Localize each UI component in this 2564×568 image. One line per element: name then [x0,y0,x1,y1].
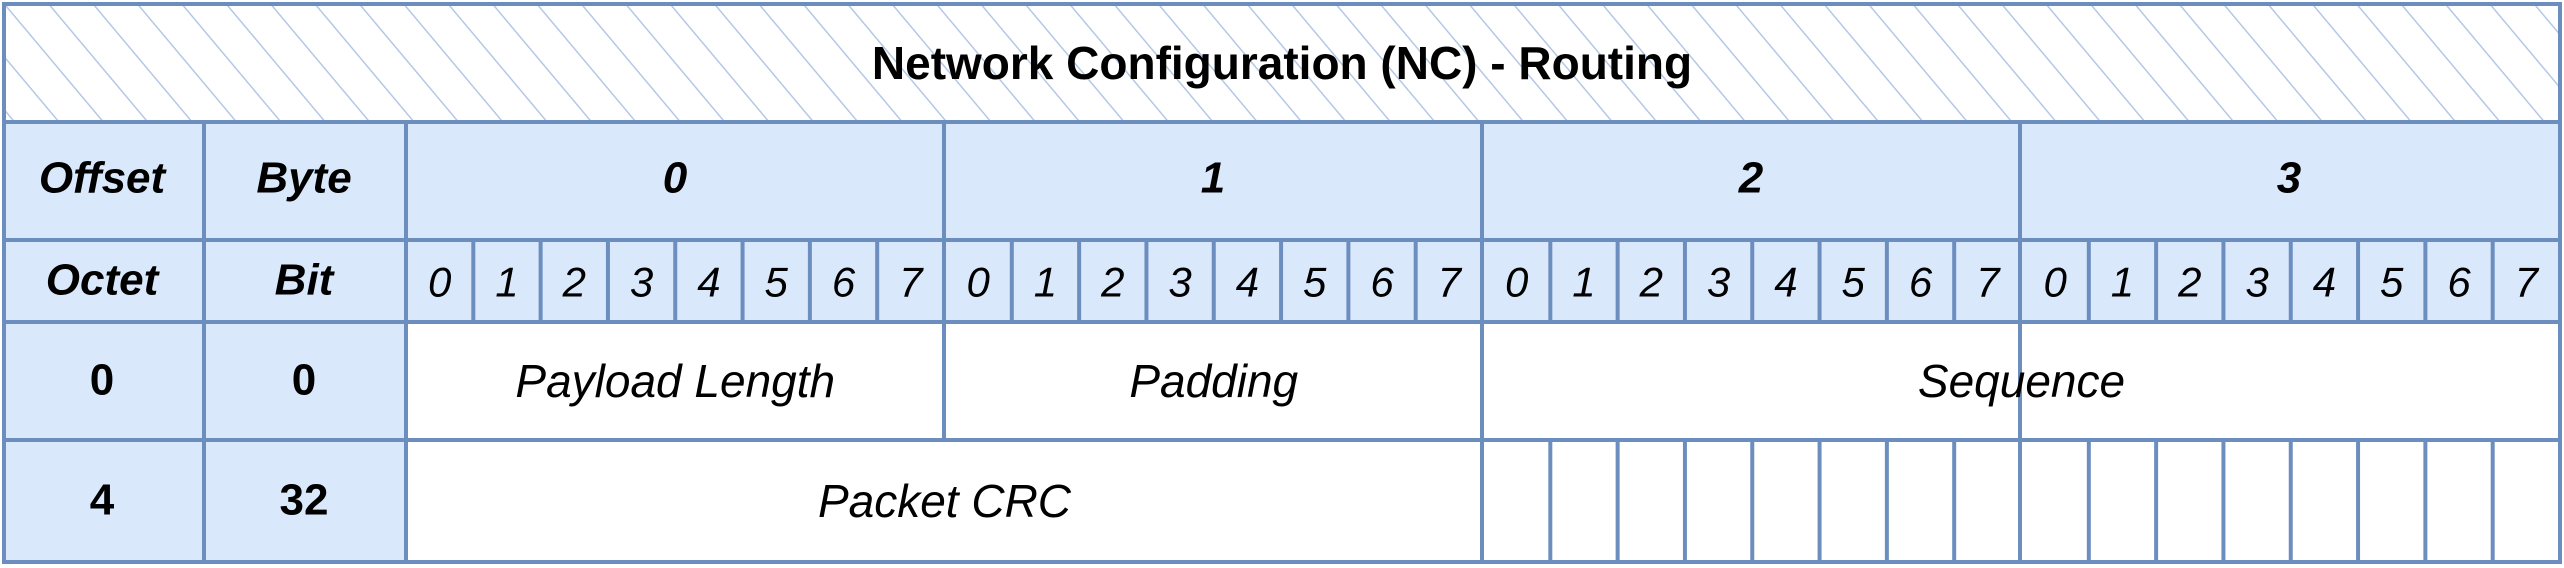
bit-label: Bit [274,255,334,305]
bit-number-18: 2 [1639,258,1663,306]
title-band [4,4,2560,122]
bit-number-17: 1 [1572,258,1596,306]
bit-number-31: 7 [2514,258,2539,306]
field-payload-length: Payload Length [515,355,836,407]
row-0-bit: 0 [291,355,317,405]
bit-number-2: 2 [562,258,586,306]
bit-number-13: 5 [1303,258,1327,306]
bit-number-23: 7 [1976,258,2000,306]
bit-number-22: 6 [1908,258,1933,306]
byte-header-1: 1 [1200,153,1226,203]
row-1-octet: 4 [89,475,115,525]
row-1-bit: 32 [279,475,329,525]
bit-number-21: 5 [1841,258,1865,306]
bit-number-28: 4 [2312,258,2337,306]
bit-number-25: 1 [2110,258,2135,306]
bit-number-10: 2 [1101,258,1125,306]
field-packet-crc: Packet CRC [817,475,1072,527]
bit-number-0: 0 [427,258,452,306]
byte-header-3: 3 [2276,153,2302,203]
bit-number-24: 0 [2043,258,2067,306]
bit-number-8: 0 [966,258,990,306]
bit-number-9: 1 [1033,258,1058,306]
bit-number-29: 5 [2380,258,2404,306]
field-sequence: Sequence [1917,355,2126,407]
bit-number-26: 2 [2178,258,2202,306]
bit-number-4: 4 [697,258,721,306]
byte-header-2: 2 [1738,153,1764,203]
bit-number-16: 0 [1504,258,1529,306]
field-padding: Padding [1129,355,1299,407]
row-0-octet: 0 [89,355,115,405]
bit-number-27: 3 [2245,258,2269,306]
bit-number-14: 6 [1370,258,1394,306]
bit-number-5: 5 [764,258,788,306]
diagram-title: Network Configuration (NC) - Routing [871,37,1693,89]
bit-number-7: 7 [899,258,923,306]
bit-number-1: 1 [495,258,519,306]
bit-number-15: 7 [1437,258,1462,306]
bit-number-11: 3 [1168,258,1192,306]
byte-label: Byte [256,153,352,203]
bit-number-30: 6 [2447,258,2471,306]
bit-number-6: 6 [831,258,856,306]
byte-header-0: 0 [662,153,688,203]
bit-number-3: 3 [629,258,654,306]
bit-number-12: 4 [1235,258,1260,306]
bit-number-20: 4 [1774,258,1798,306]
bit-number-19: 3 [1706,258,1731,306]
offset-label: Offset [38,153,166,203]
octet-label: Octet [45,255,159,305]
